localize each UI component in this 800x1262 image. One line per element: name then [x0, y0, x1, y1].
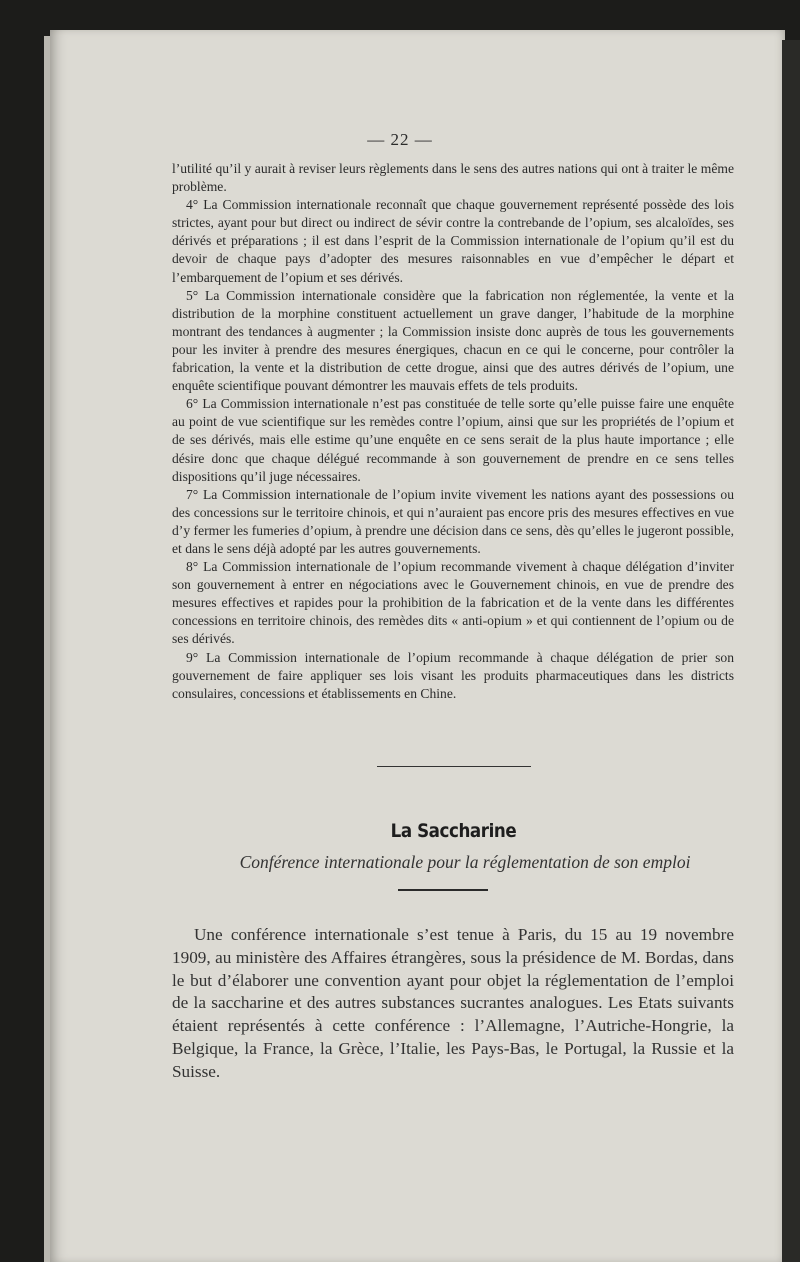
page-number: — 22 —: [367, 130, 433, 149]
section-title: La Saccharine: [390, 820, 517, 842]
paragraph-resolution-7: 7° La Commission internationale de l’opium invite vivement les nations ayant des possessions ou des concessions sur le territoire chinois, et qui n’auraient pas encore pris des mesures effectives en vue d’y fermer les fumeries d’opium, à prendre une décision dans ce sens, dès qu’elles le jugeront possible, et dans le sens déjà adopté par les autres gouvernements.: [172, 486, 734, 556]
subtitle-underline: [398, 889, 488, 891]
paragraph-resolution-6: 6° La Commission internationale n’est pas constituée de telle sorte qu’elle puisse faire une enquête au point de vue scientifique sur les remèdes contre l’opium, ainsi que sur les propriétés de l’opium et de ses dérivés, mais elle estime qu’une enquête en ce sens serait de la plus haute importance ; elle désire donc que chaque délégué recommande à son gouvernement de prendre en ce sens telles dispositions qu’il juge nécessaires.: [172, 396, 734, 484]
section-divider: [377, 766, 531, 767]
section-subtitle: Conférence internationale pour la réglementation de son emploi: [239, 852, 691, 872]
saccharine-text: [172, 924, 734, 1084]
paragraph-continuation: l’utilité qu’il y aurait à reviser leurs règlements dans le sens des autres nations qui ont à traiter le même problème.: [172, 161, 734, 195]
paragraph-resolution-9: 9° La Commission internationale de l’opium recommande à chaque délégation de prier son gouvernement de faire appliquer ses lois visant les produits pharmaceutiques dans les districts consulaires, concessions et établissements en Chine.: [172, 649, 734, 701]
resolutions-text: [172, 160, 734, 703]
paragraph-conference: Une conférence internationale s’est tenue à Paris, du 15 au 19 novembre 1909, au ministère des Affaires étrangères, sous la présidence de M. Bordas, dans le but d’élaborer une convention ayant pour objet la réglementation de l’emploi de la saccharine et des autres substances sucrantes analogues. Les Etats suivants étaient représentés à cette conférence : l’Allemagne, l’Autriche-Hongrie, la Belgique, la France, la Grèce, l’Italie, les Pays-Bas, le Portugal, la Russie et la Suisse.: [172, 925, 734, 1081]
paragraph-resolution-5: 5° La Commission internationale considère que la fabrication non réglementée, la vente et la distribution de la morphine constituent actuellement un grave danger, l’habitude de la morphine montrant des tendances à augmenter ; la Commission insiste donc auprès de tous les gouvernements pour les inviter à prendre des mesures énergiques, chacun en ce qui le concerne, pour contrôler la fabrication, la vente et la distribution de cette drogue, ainsi que des autres dérivés de l’opium, une enquête scientifique pouvant démontrer les mauvais effets de tels produits.: [172, 287, 734, 394]
binding-shadow: [782, 40, 800, 1262]
paragraph-resolution-4: 4° La Commission internationale reconnaît que chaque gouvernement représenté possède des lois strictes, ayant pour but direct ou indirect de sévir contre la contrebande de l’opium, ses alcaloïdes, ses dérivés et préparations ; il est dans l’esprit de la Commission internationale de l’opium qu’il est du devoir de chaque pays d’adopter des mesures raisonnables en vue d’empêcher le départ et l’embarquement de l’opium et ses dérivés.: [172, 197, 734, 285]
paragraph-resolution-8: 8° La Commission internationale de l’opium recommande vivement à chaque délégation d’inviter son gouvernement à entrer en négociations avec le Gouvernement chinois, en vue de prendre des mesures effectives et rapides pour la prohibition de la fabrication et de la vente dans les différentes concessions en territoire chinois, des remèdes dits « anti-opium » et qui contiennent de l’opium ou de ses dérivés.: [172, 559, 734, 647]
